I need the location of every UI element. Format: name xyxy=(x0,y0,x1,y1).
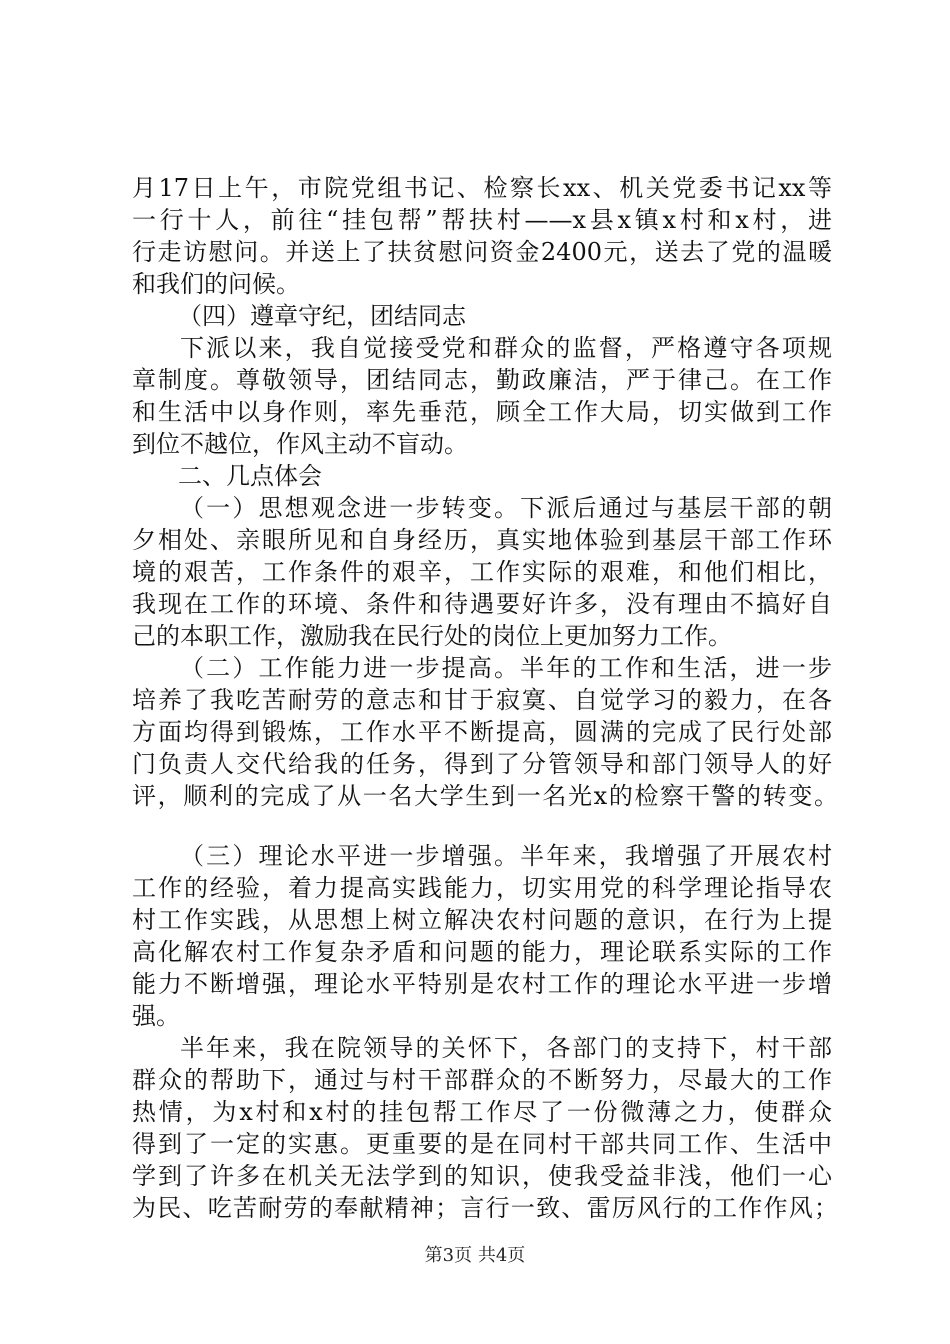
text-line: 高化解农村工作复杂矛盾和问题的能力，理论联系实际的工作 xyxy=(132,938,832,966)
text-line: 章制度。尊敬领导，团结同志，勤政廉洁，严于律己。在工作 xyxy=(132,366,832,394)
text-line: 境的艰苦，工作条件的艰辛，工作实际的艰难，和他们相比， xyxy=(132,558,832,586)
page-number-footer: 第3页 共4页 xyxy=(424,1245,526,1266)
text-line: 夕相处、亲眼所见和自身经历，真实地体验到基层干部工作环 xyxy=(132,526,832,554)
text-line: 方面均得到锻炼，工作水平不断提高，圆满的完成了民行处部 xyxy=(132,718,832,746)
text-line: 群众的帮助下，通过与村干部群众的不断努力，尽最大的工作 xyxy=(132,1066,832,1094)
text-line: 己的本职工作，激励我在民行处的岗位上更加努力工作。 xyxy=(132,622,732,650)
text-line: 村工作实践，从思想上树立解决农村问题的意识，在行为上提 xyxy=(132,906,832,934)
text-line: 下派以来，我自觉接受党和群众的监督，严格遵守各项规 xyxy=(180,334,832,362)
section-heading: 二、几点体会 xyxy=(178,462,322,490)
text-line: 学到了许多在机关无法学到的知识，使我受益非浅，他们一心 xyxy=(132,1162,832,1190)
text-line: 和我们的问候。 xyxy=(132,270,300,298)
document-body xyxy=(132,172,838,1224)
paragraph-gap xyxy=(132,812,838,840)
text-line: 能力不断增强，理论水平特别是农村工作的理论水平进一步增 xyxy=(132,970,832,998)
text-line: 强。 xyxy=(132,1002,180,1030)
text-line: 门负责人交代给我的任务，得到了分管领导和部门领导人的好 xyxy=(132,750,832,778)
text-line: 到位不越位，作风主动不盲动。 xyxy=(132,430,468,458)
text-line: 热情，为x村和x村的挂包帮工作尽了一份微薄之力，使群众 xyxy=(132,1098,832,1126)
text-line: （三）理论水平进一步增强。半年来，我增强了开展农村 xyxy=(180,842,832,870)
text-line: 得到了一定的实惠。更重要的是在同村干部共同工作、生活中 xyxy=(132,1130,832,1158)
text-line: 一行十人，前往“挂包帮”帮扶村——x县x镇x村和x村，进 xyxy=(132,206,832,234)
text-line: 我现在工作的环境、条件和待遇要好许多，没有理由不搞好自 xyxy=(132,590,832,618)
text-line: 和生活中以身作则，率先垂范，顾全工作大局，切实做到工作 xyxy=(132,398,832,426)
text-line: （二）工作能力进一步提高。半年的工作和生活，进一步 xyxy=(180,654,832,682)
text-line: 行走访慰问。并送上了扶贫慰问资金2400元，送去了党的温暖 xyxy=(132,238,832,266)
text-line: 月17日上午，市院党组书记、检察长xx、机关党委书记xx等 xyxy=(132,174,832,202)
text-line: （一）思想观念进一步转变。下派后通过与基层干部的朝 xyxy=(180,494,832,522)
text-line: 半年来，我在院领导的关怀下，各部门的支持下，村干部 xyxy=(180,1034,832,1062)
text-line: 工作的经验，着力提高实践能力，切实用党的科学理论指导农 xyxy=(132,874,832,902)
text-line: 培养了我吃苦耐劳的意志和甘于寂寞、自觉学习的毅力，在各 xyxy=(132,686,832,714)
text-line: 为民、吃苦耐劳的奉献精神；言行一致、雷厉风行的工作作风； xyxy=(132,1194,838,1222)
section-heading: （四）遵章守纪，团结同志 xyxy=(178,302,466,330)
text-line: 评，顺利的完成了从一名大学生到一名光x的检察干警的转变。 xyxy=(132,782,838,810)
